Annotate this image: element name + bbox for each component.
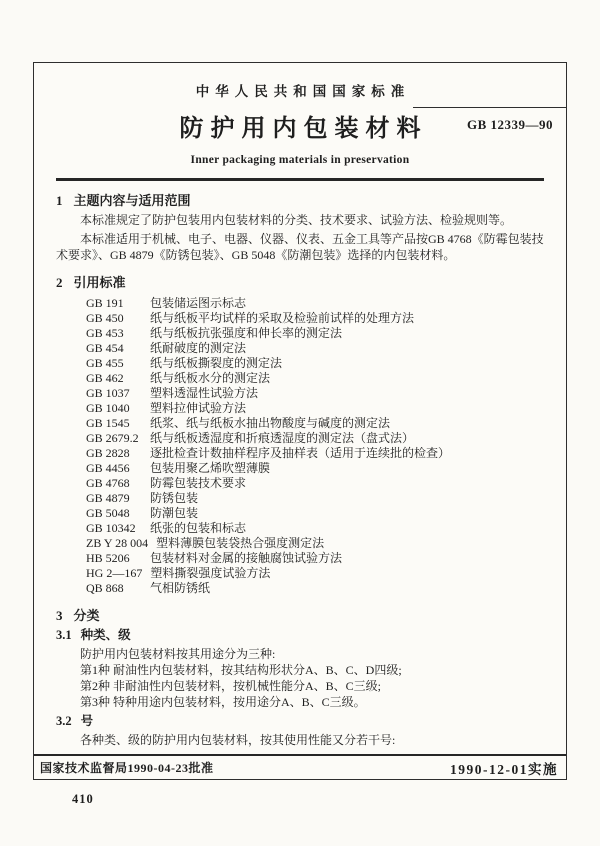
section-3-2-title: 号 — [80, 714, 94, 728]
reference-title: 纸与纸板水分的测定法 — [150, 371, 271, 385]
section-3-heading — [56, 607, 544, 624]
reference-row — [86, 371, 544, 386]
reference-code: GB 2828 — [86, 446, 130, 460]
document-subtitle-en: Inner packaging materials in preservation — [190, 154, 410, 166]
reference-code: GB 4456 — [86, 461, 130, 475]
reference-row — [86, 356, 544, 371]
reference-title: 纸浆、纸与纸板水抽出物酸度与碱度的测定法 — [150, 416, 391, 430]
reference-row — [86, 311, 544, 326]
section-3-2-heading — [56, 713, 544, 729]
section-1-heading — [56, 192, 544, 209]
reference-code: HB 5206 — [86, 551, 130, 565]
kind-line: 第3种 特种用途内包装材料，按用途分A、B、C三级。 — [80, 695, 366, 709]
page-content — [34, 63, 566, 748]
reference-code: GB 1545 — [86, 416, 130, 430]
approval-text: 国家技术监督局1990-04-23批准 — [40, 761, 214, 775]
reference-title: 包装材料对金属的接触腐蚀试验方法 — [150, 551, 343, 565]
reference-row — [86, 461, 544, 476]
reference-row — [86, 566, 544, 581]
section-2-heading — [56, 274, 544, 291]
section-1-paragraphs — [56, 212, 544, 263]
reference-code: GB 462 — [86, 371, 124, 385]
reference-code: GB 1040 — [86, 401, 130, 415]
reference-code: GB 2679.2 — [86, 431, 139, 445]
reference-title: 包装储运图示标志 — [150, 296, 247, 310]
reference-code: QB 868 — [86, 581, 124, 595]
reference-title: 纸与纸板平均试样的采取及检验前试样的处理方法 — [150, 311, 415, 325]
reference-title: 逐批检查计数抽样程序及抽样表（适用于连续批的检查） — [150, 446, 451, 460]
reference-code: HG 2—167 — [86, 566, 143, 580]
reference-row — [86, 416, 544, 431]
reference-code: GB 4768 — [86, 476, 130, 490]
reference-title: 气相防锈纸 — [150, 581, 211, 595]
reference-title: 防霉包装技术要求 — [150, 476, 247, 490]
paragraph: 本标准适用于机械、电子、电器、仪器、仪表、五金工具等产品按GB 4768《防霉包装技术要求》、GB 4879《防锈包装》、GB 5048《防潮包装》选择的内包装材料。 — [56, 232, 544, 262]
approval-bar — [34, 754, 566, 779]
reference-title: 包装用聚乙烯吹塑薄膜 — [150, 461, 271, 475]
reference-code: GB 450 — [86, 311, 124, 325]
reference-list — [56, 296, 544, 596]
reference-row — [86, 326, 544, 341]
reference-title: 纸与纸板抗张强度和伸长率的测定法 — [150, 326, 343, 340]
section-3-title: 分类 — [73, 608, 100, 623]
section-3-2-intro: 各种类、级的防护用内包装材料，按其使用性能又分若干号: — [80, 733, 396, 747]
implementation-date: 1990-12-01实施 — [450, 761, 558, 777]
reference-title: 纸与纸板撕裂度的测定法 — [150, 356, 283, 370]
section-3-1-title: 种类、级 — [80, 628, 131, 642]
reference-row — [86, 536, 544, 551]
reference-title: 防潮包装 — [150, 506, 199, 520]
section-1-number: 1 — [56, 193, 63, 208]
paragraph: 本标准规定了防护包装用内包装材料的分类、技术要求、试验方法、检验规则等。 — [80, 213, 513, 227]
reference-code: GB 5048 — [86, 506, 130, 520]
reference-row — [86, 476, 544, 491]
page-frame — [33, 62, 567, 780]
page-number: 410 — [72, 792, 94, 806]
reference-row — [86, 341, 544, 356]
reference-row — [86, 431, 544, 446]
national-standard-label: 中华人民共和国国家标准 — [195, 84, 411, 99]
document-title: 防护用内包装材料 — [179, 116, 428, 142]
reference-title: 塑料透湿性试验方法 — [150, 386, 259, 400]
reference-title: 塑料拉伸试验方法 — [150, 401, 247, 415]
kind-line: 第1种 耐油性内包装材料，按其结构形状分A、B、C、D四级; — [80, 663, 402, 677]
reference-row — [86, 506, 544, 521]
reference-code: GB 455 — [86, 356, 124, 370]
kind-line: 第2种 非耐油性内包装材料，按机械性能分A、B、C三级; — [80, 679, 382, 693]
reference-title: 纸张的包装和标志 — [150, 521, 247, 535]
reference-title: 塑料撕裂强度试验方法 — [150, 566, 271, 580]
reference-row — [86, 521, 544, 536]
standard-number: GB 12339—90 — [413, 107, 567, 133]
reference-row — [86, 581, 544, 596]
section-3-1-heading — [56, 627, 544, 643]
reference-code: GB 454 — [86, 341, 124, 355]
kind-list — [56, 662, 544, 710]
reference-title: 纸与纸板透湿度和折痕透湿度的测定法（盘式法） — [150, 431, 415, 445]
reference-code: GB 191 — [86, 296, 124, 310]
section-3-number: 3 — [56, 608, 63, 623]
reference-row — [86, 446, 544, 461]
reference-code: GB 453 — [86, 326, 124, 340]
header-rule — [56, 178, 544, 181]
reference-row — [86, 386, 544, 401]
reference-code: GB 4879 — [86, 491, 130, 505]
section-3-1-intro: 防护用内包装材料按其用途分为三种: — [80, 647, 276, 661]
reference-title: 防锈包装 — [150, 491, 199, 505]
reference-row — [86, 296, 544, 311]
reference-title: 塑料薄膜包装袋热合强度测定法 — [156, 536, 325, 550]
reference-code: GB 1037 — [86, 386, 130, 400]
reference-title: 纸耐破度的测定法 — [150, 341, 247, 355]
section-3-2-number: 3.2 — [56, 714, 72, 728]
section-2-title: 引用标准 — [73, 275, 126, 290]
reference-row — [86, 551, 544, 566]
section-1-title: 主题内容与适用范围 — [73, 193, 191, 208]
reference-code: ZB Y 28 004 — [86, 536, 149, 550]
reference-code: GB 10342 — [86, 521, 136, 535]
reference-row — [86, 491, 544, 506]
reference-row — [86, 401, 544, 416]
section-2-number: 2 — [56, 275, 63, 290]
section-3-1-number: 3.1 — [56, 628, 72, 642]
